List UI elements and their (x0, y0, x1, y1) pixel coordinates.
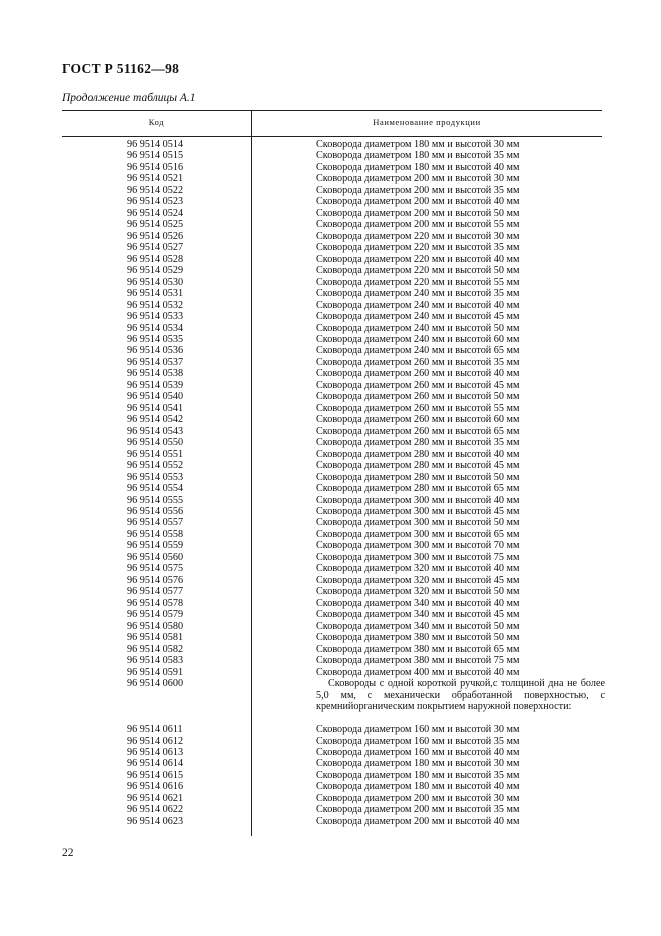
row-name: Сковорода диаметром 380 мм и высотой 65 мм (316, 643, 520, 655)
table-top-rule (62, 110, 602, 111)
row-code: 96 9514 0531 (127, 288, 184, 300)
row-code: 96 9514 0622 (127, 804, 184, 816)
table-row (0, 724, 661, 735)
row-code: 96 9514 0550 (127, 437, 184, 449)
row-name: Сковорода диаметром 220 мм и высотой 30 мм (316, 230, 520, 242)
row-code: 96 9514 0536 (127, 345, 184, 357)
row-code: 96 9514 0581 (127, 632, 184, 644)
row-name: Сковорода диаметром 220 мм и высотой 35 мм (316, 242, 520, 254)
table-header-rule (62, 136, 602, 137)
row-name: Сковорода диаметром 280 мм и высотой 40 мм (316, 448, 520, 460)
row-name: Сковорода диаметром 300 мм и высотой 40 мм (316, 494, 520, 506)
row-name: Сковорода диаметром 160 мм и высотой 35 мм (316, 735, 520, 747)
row-name: Сковорода диаметром 340 мм и высотой 50 мм (316, 620, 520, 632)
table-row (0, 793, 661, 804)
row-code: 96 9514 0541 (127, 402, 184, 414)
row-name: Сковорода диаметром 260 мм и высотой 45 мм (316, 379, 520, 391)
table-row (0, 196, 661, 207)
row-code: 96 9514 0578 (127, 597, 184, 609)
table-row (0, 563, 661, 574)
row-code: 96 9514 0615 (127, 769, 184, 781)
standard-designation: ГОСТ Р 51162—98 (62, 61, 180, 76)
table-row (0, 483, 661, 494)
row-name: Сковорода диаметром 260 мм и высотой 65 мм (316, 425, 520, 437)
row-code: 96 9514 0532 (127, 299, 184, 311)
table-row (0, 552, 661, 563)
table-row (0, 758, 661, 769)
row-name: Сковорода диаметром 300 мм и высотой 75 мм (316, 551, 520, 563)
row-name: Сковорода диаметром 200 мм и высотой 35 мм (316, 184, 520, 196)
table-row (0, 300, 661, 311)
table-row (0, 747, 661, 758)
row-code: 96 9514 0534 (127, 322, 184, 334)
row-name: Сковорода диаметром 300 мм и высотой 45 мм (316, 506, 520, 517)
row-code: 96 9514 0576 (127, 574, 184, 586)
row-name: Сковорода диаметром 320 мм и высотой 50 мм (316, 586, 520, 598)
column-header-code: Код (148, 117, 165, 127)
row-name: Сковорода диаметром 240 мм и высотой 50 мм (316, 322, 520, 334)
row-code: 96 9514 0591 (127, 666, 184, 678)
row-name: Сковорода диаметром 260 мм и высотой 40 мм (316, 368, 520, 380)
row-name: Сковорода диаметром 240 мм и высотой 65 мм (316, 345, 520, 357)
table-row (0, 621, 661, 632)
row-name: Сковорода диаметром 180 мм и высотой 30 мм (316, 139, 520, 150)
table-row (0, 277, 661, 288)
row-code: 96 9514 0559 (127, 540, 184, 552)
table-row (0, 644, 661, 655)
table-row (0, 265, 661, 276)
table-row (0, 609, 661, 620)
row-code: 96 9514 0527 (127, 242, 184, 254)
table-row (0, 357, 661, 368)
row-code: 96 9514 0579 (127, 609, 184, 621)
row-name: Сковорода диаметром 160 мм и высотой 30 мм (316, 724, 520, 736)
row-name: Сковорода диаметром 320 мм и высотой 45 мм (316, 574, 520, 586)
row-code: 96 9514 0523 (127, 196, 184, 208)
table-row (0, 231, 661, 242)
row-code: 96 9514 0613 (127, 746, 184, 758)
row-name: Сковорода диаметром 180 мм и высотой 35 мм (316, 150, 520, 162)
table-row-group-header (0, 678, 661, 724)
row-code: 96 9514 0533 (127, 311, 184, 323)
table-body (0, 139, 661, 827)
row-name: Сковорода диаметром 240 мм и высотой 40 мм (316, 299, 520, 311)
row-name: Сковорода диаметром 180 мм и высотой 40 мм (316, 161, 520, 173)
table-row (0, 185, 661, 196)
row-code: 96 9514 0556 (127, 506, 184, 517)
table-row (0, 495, 661, 506)
page-number: 22 (62, 847, 74, 859)
row-name: Сковорода диаметром 400 мм и высотой 40 мм (316, 666, 520, 678)
row-code: 96 9514 0528 (127, 253, 184, 265)
row-code: 96 9514 0537 (127, 356, 184, 368)
row-name: Сковорода диаметром 300 мм и высотой 50 мм (316, 517, 520, 529)
row-code: 96 9514 0543 (127, 425, 184, 437)
row-name: Сковорода диаметром 340 мм и высотой 45 мм (316, 609, 520, 621)
row-name: Сковорода диаметром 180 мм и высотой 30 мм (316, 758, 520, 770)
table-row (0, 804, 661, 815)
table-row (0, 506, 661, 517)
row-code: 96 9514 0551 (127, 448, 184, 460)
row-name: Сковорода диаметром 220 мм и высотой 50 мм (316, 265, 520, 277)
table-row (0, 517, 661, 528)
table-row (0, 632, 661, 643)
column-header-name: Наименование продукции (373, 117, 481, 127)
table-row (0, 655, 661, 666)
rows-group-b (0, 724, 661, 827)
row-name: Сковорода диаметром 260 мм и высотой 60 мм (316, 414, 520, 426)
table-row (0, 368, 661, 379)
row-name: Сковорода диаметром 380 мм и высотой 50 мм (316, 632, 520, 644)
table-row (0, 173, 661, 184)
row-code: 96 9514 0540 (127, 391, 184, 403)
row-code: 96 9514 0542 (127, 414, 184, 426)
table-row (0, 288, 661, 299)
table-row (0, 208, 661, 219)
table-row (0, 529, 661, 540)
row-name: Сковорода диаметром 220 мм и высотой 40 мм (316, 253, 520, 265)
row-name: Сковорода диаметром 220 мм и высотой 55 мм (316, 276, 520, 288)
row-code: 96 9514 0560 (127, 551, 184, 563)
row-name: Сковорода диаметром 280 мм и высотой 35 мм (316, 437, 520, 449)
row-code: 96 9514 0522 (127, 184, 184, 196)
row-code: 96 9514 0538 (127, 368, 184, 380)
table-row (0, 334, 661, 345)
row-name: Сковорода диаметром 240 мм и высотой 45 мм (316, 311, 520, 323)
row-name: Сковорода диаметром 200 мм и высотой 50 мм (316, 207, 520, 219)
table-row (0, 736, 661, 747)
row-name: Сковорода диаметром 280 мм и высотой 45 мм (316, 460, 520, 472)
row-code: 96 9514 0515 (127, 150, 184, 162)
row-name: Сковорода диаметром 200 мм и высотой 40 мм (316, 815, 520, 827)
row-name: Сковорода диаметром 200 мм и высотой 40 мм (316, 196, 520, 208)
row-code: 96 9514 0521 (127, 173, 184, 185)
row-code: 96 9514 0535 (127, 333, 184, 345)
row-name: Сковорода диаметром 260 мм и высотой 55 мм (316, 402, 520, 414)
row-code: 96 9514 0516 (127, 161, 184, 173)
row-code: 96 9514 0555 (127, 494, 184, 506)
row-code: 96 9514 0577 (127, 586, 184, 598)
row-name: Сковорода диаметром 280 мм и высотой 65 мм (316, 483, 520, 495)
row-name: Сковорода диаметром 340 мм и высотой 40 мм (316, 597, 520, 609)
row-code: 96 9514 0575 (127, 563, 184, 575)
row-code: 96 9514 0623 (127, 815, 184, 827)
row-code: 96 9514 0580 (127, 620, 184, 632)
row-name: Сковорода диаметром 180 мм и высотой 40 мм (316, 781, 520, 793)
rows-group-a (0, 139, 661, 678)
row-name: Сковорода диаметром 200 мм и высотой 30 мм (316, 173, 520, 185)
table-row (0, 426, 661, 437)
row-code: 96 9514 0612 (127, 735, 184, 747)
table-row (0, 380, 661, 391)
table-row (0, 781, 661, 792)
table-row (0, 460, 661, 471)
table-row (0, 449, 661, 460)
row-code: 96 9514 0558 (127, 528, 184, 540)
table-row (0, 345, 661, 356)
row-code: 96 9514 0621 (127, 792, 184, 804)
row-code: 96 9514 0582 (127, 643, 184, 655)
table-row (0, 575, 661, 586)
table-row (0, 139, 661, 150)
table-row (0, 311, 661, 322)
row-code: 96 9514 0557 (127, 517, 184, 529)
row-code: 96 9514 0552 (127, 460, 184, 472)
row-code: 96 9514 0600 (127, 678, 184, 690)
row-name: Сковорода диаметром 180 мм и высотой 35 мм (316, 769, 520, 781)
row-code: 96 9514 0539 (127, 379, 184, 391)
table-row (0, 472, 661, 483)
row-name: Сковороды с одной короткой ручкой,с толщиной дна не более 5,0 мм, с механически обработанной поверхностью, с кремнийорганическим покрытием наружной поверхности: (316, 678, 605, 712)
row-code: 96 9514 0514 (127, 139, 184, 150)
table-row (0, 586, 661, 597)
row-name: Сковорода диаметром 300 мм и высотой 70 мм (316, 540, 520, 552)
table-row (0, 540, 661, 551)
row-code: 96 9514 0525 (127, 219, 184, 231)
row-code: 96 9514 0616 (127, 781, 184, 793)
row-code: 96 9514 0529 (127, 265, 184, 277)
row-name: Сковорода диаметром 280 мм и высотой 50 мм (316, 471, 520, 483)
row-name: Сковорода диаметром 260 мм и высотой 35 мм (316, 356, 520, 368)
row-name: Сковорода диаметром 160 мм и высотой 40 мм (316, 746, 520, 758)
row-code: 96 9514 0554 (127, 483, 184, 495)
table-row (0, 323, 661, 334)
table-row (0, 391, 661, 402)
table-row (0, 414, 661, 425)
table-row (0, 150, 661, 161)
row-name: Сковорода диаметром 200 мм и высотой 55 мм (316, 219, 520, 231)
table-row (0, 667, 661, 678)
row-name: Сковорода диаметром 200 мм и высотой 30 мм (316, 792, 520, 804)
row-code: 96 9514 0524 (127, 207, 184, 219)
table-row (0, 770, 661, 781)
row-name: Сковорода диаметром 260 мм и высотой 50 мм (316, 391, 520, 403)
row-code: 96 9514 0583 (127, 655, 184, 667)
table-row (0, 242, 661, 253)
table-row (0, 437, 661, 448)
row-name: Сковорода диаметром 300 мм и высотой 65 мм (316, 528, 520, 540)
row-name: Сковорода диаметром 240 мм и высотой 35 мм (316, 288, 520, 300)
table-row (0, 162, 661, 173)
row-name: Сковорода диаметром 240 мм и высотой 60 мм (316, 333, 520, 345)
table-row (0, 403, 661, 414)
row-code: 96 9514 0614 (127, 758, 184, 770)
table-row (0, 219, 661, 230)
row-code: 96 9514 0526 (127, 230, 184, 242)
row-name: Сковорода диаметром 320 мм и высотой 40 мм (316, 563, 520, 575)
table-caption: Продолжение таблицы А.1 (62, 92, 196, 104)
table-row (0, 598, 661, 609)
row-code: 96 9514 0553 (127, 471, 184, 483)
row-code: 96 9514 0611 (127, 724, 183, 736)
row-name: Сковорода диаметром 200 мм и высотой 35 мм (316, 804, 520, 816)
table-row (0, 816, 661, 827)
row-name: Сковорода диаметром 380 мм и высотой 75 мм (316, 655, 520, 667)
table-row (0, 254, 661, 265)
row-code: 96 9514 0530 (127, 276, 184, 288)
